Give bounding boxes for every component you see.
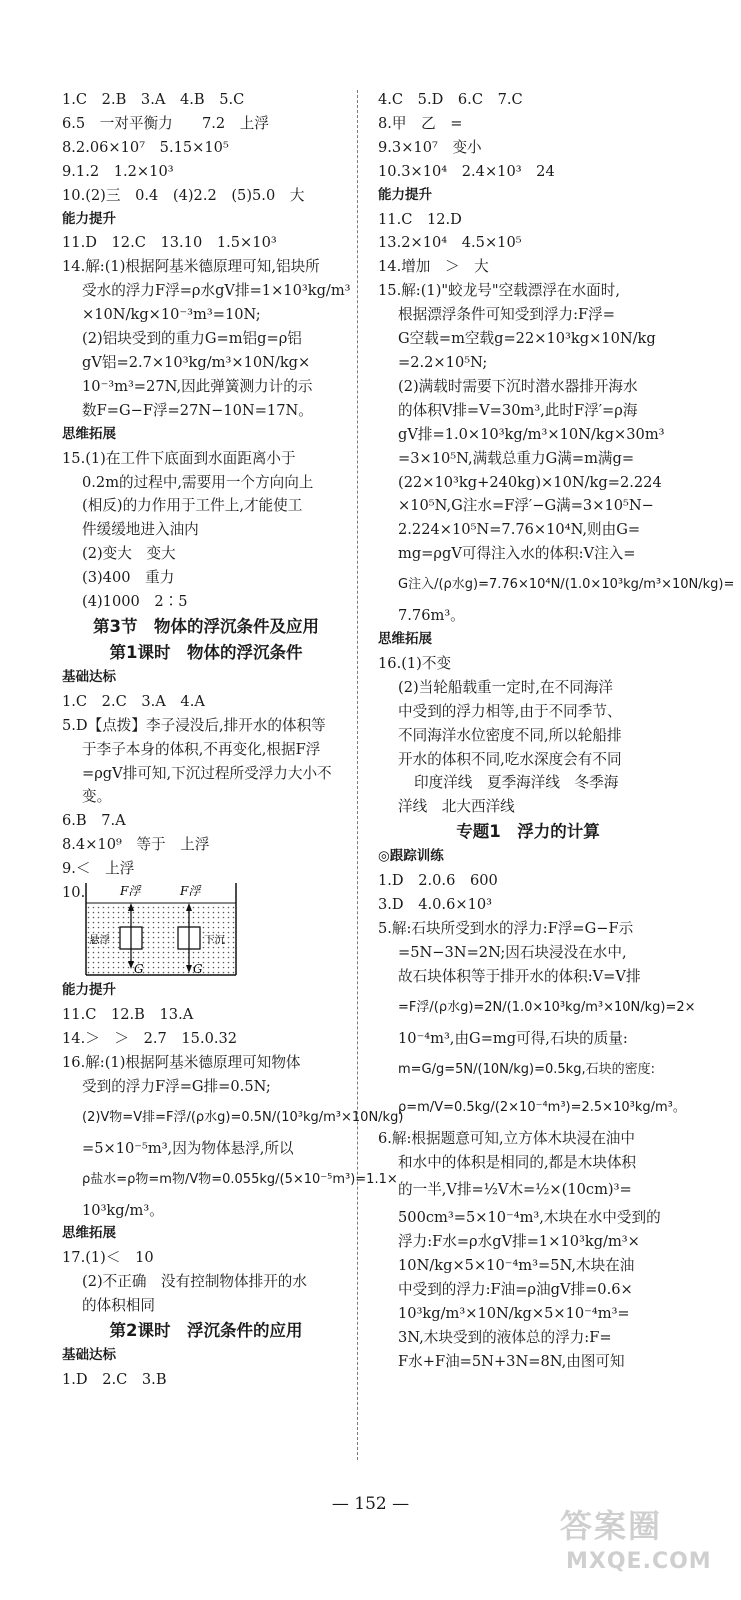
- answer-line: 10.3×10⁴ 2.4×10³ 24: [378, 162, 555, 180]
- column-divider: [357, 90, 358, 1460]
- answer-line: 7.76m³。: [398, 607, 465, 625]
- answer-line: 10⁻⁴m³,由G=mg可得,石块的质量:: [398, 1029, 628, 1047]
- subheading-thinking: 思维拓展: [62, 1225, 116, 1242]
- answer-line: 9.1.2 1.2×10³: [62, 162, 174, 180]
- force-label-right: F浮: [180, 884, 201, 899]
- answer-line: 数F=G−F浮=27N−10N=17N。: [82, 401, 313, 419]
- answer-line: 14.解:(1)根据阿基米德原理可知,铝块所: [62, 258, 320, 276]
- topic-title: 专题1 浮力的计算: [456, 822, 600, 842]
- force-label-left: F浮: [120, 884, 141, 899]
- watermark-logo: [560, 1505, 730, 1595]
- answer-line: =5×10⁻⁵m³,因为物体悬浮,所以: [82, 1139, 294, 1157]
- answer-line: 5.解:石块所受到水的浮力:F浮=G−F示: [378, 920, 634, 937]
- lesson-title: 第2课时 浮沉条件的应用: [109, 1321, 303, 1341]
- answer-line: 8.甲 乙 =: [378, 114, 463, 132]
- formula-line: ρ=m/V=0.5kg/(2×10⁻⁴m³)=2.5×10³kg/m³。: [398, 1099, 686, 1115]
- answer-line: 变。: [82, 788, 112, 806]
- answer-line: 0.2m的过程中,需要用一个方向向上: [82, 473, 314, 491]
- answer-line: (2)变大 变大: [82, 545, 176, 563]
- section-title: 第3节 物体的浮沉条件及应用: [93, 616, 319, 636]
- answer-line: 6.5 一对平衡力 7.2 上浮: [62, 114, 269, 132]
- answer-line: 17.(1)＜ 10: [62, 1249, 154, 1267]
- answer-line: 和水中的体积是相同的,都是木块体积: [398, 1153, 637, 1171]
- gravity-label-right: G: [193, 962, 203, 977]
- answer-line: 的一半,V排=½V木=½×(10cm)³=: [398, 1181, 632, 1199]
- answer-line: 8.4×10⁹ 等于 上浮: [62, 836, 210, 854]
- buoyancy-diagram: [62, 881, 350, 979]
- lesson-title: 第1课时 物体的浮沉条件: [109, 642, 303, 662]
- answer-line: ×10⁵N,G注水=F浮′−G满=3×10⁵N−: [398, 497, 654, 515]
- answer-line: 10³kg/m³×10N/kg×5×10⁻⁴m³=: [398, 1305, 630, 1323]
- formula-line: m=G/g=5N/(10N/kg)=0.5kg,石块的密度:: [398, 1061, 655, 1077]
- right-column: [378, 88, 735, 1374]
- answer-line: (3)400 重力: [82, 569, 175, 587]
- answer-line: 故石块体积等于排开水的体积:V=V排: [398, 967, 641, 985]
- subheading-ability: 能力提升: [62, 210, 116, 227]
- answer-line: 10N/kg×5×10⁻⁴m³=5N,木块在油: [398, 1257, 635, 1275]
- answer-line: 中受到的浮力:F油=ρ油gV排=0.6×: [398, 1281, 633, 1299]
- answer-line: 根据漂浮条件可知受到浮力:F浮=: [398, 306, 615, 324]
- answer-line: 8.2.06×10⁷ 5.15×10⁵: [62, 138, 229, 156]
- answer-line: (2)不正确 没有控制物体排开的水: [82, 1273, 307, 1291]
- answer-line: ×10N/kg×10⁻³m³=10N;: [82, 306, 261, 324]
- answer-line: 件缓缓地进入油内: [82, 521, 199, 539]
- subheading-thinking: 思维拓展: [378, 631, 432, 648]
- answer-line: 不同海洋水位密度不同,所以轮船排: [398, 726, 622, 744]
- answer-line: (2)满载时需要下沉时潜水器排开海水: [398, 377, 638, 395]
- answer-line: 洋线 北大西洋线: [398, 798, 515, 816]
- answer-line: F水+F油=5N+3N=8N,由图可知: [398, 1352, 625, 1370]
- subheading-ability: 能力提升: [378, 186, 432, 203]
- subheading-basic: 基础达标: [62, 1347, 116, 1364]
- answer-line: (2)当轮船载重一定时,在不同海洋: [398, 678, 614, 696]
- answer-line: (4)1000 2∶5: [82, 593, 188, 611]
- answer-line: 1.C 2.B 3.A 4.B 5.C: [62, 91, 245, 108]
- formula-line: G注入/(ρ水g)=7.76×10⁴N/(1.0×10³kg/m³×10N/kg)=: [398, 577, 735, 593]
- answer-line: 5.D【点拨】李子浸没后,排开水的体积等: [62, 716, 326, 734]
- subheading-tracking: ◎跟踪训练: [378, 848, 444, 865]
- answer-line: 中受到的浮力相等,由于不同季节、: [398, 702, 622, 720]
- answer-line: mg=ρgV可得注入水的体积:V注入=: [398, 545, 636, 563]
- answer-line: 1.D 2.C 3.B: [62, 1370, 167, 1388]
- subheading-thinking: 思维拓展: [62, 425, 116, 442]
- answer-line: 11.C 12.D: [378, 210, 462, 228]
- watermark-text: 答案圈: [560, 1507, 663, 1545]
- answer-line: 浮力:F水=ρ水gV排=1×10³kg/m³×: [398, 1233, 640, 1251]
- answer-line: 受到的浮力F浮=G排=0.5N;: [82, 1077, 271, 1095]
- answer-line: 10³kg/m³。: [82, 1201, 164, 1219]
- state-label-left: 悬浮: [89, 934, 110, 947]
- answer-line: =5N−3N=2N;因石块浸没在水中,: [398, 943, 627, 961]
- answer-line: 6.解:根据题意可知,立方体木块浸在油中: [378, 1129, 635, 1147]
- answer-line: =2.2×10⁵N;: [398, 353, 488, 371]
- formula-line: =F浮/(ρ水g)=2N/(1.0×10³kg/m³×10N/kg)=2×: [398, 999, 696, 1015]
- page-number: — 152 —: [331, 1494, 410, 1514]
- answer-line: 的体积V排=V=30m³,此时F浮′=ρ海: [398, 401, 638, 419]
- answer-line: 10.: [62, 884, 86, 902]
- answer-line: 1.D 2.0.6 600: [378, 872, 498, 890]
- answer-line: 11.D 12.C 13.10 1.5×10³: [62, 234, 277, 252]
- formula-line: ρ盐水=ρ物=m物/V物=0.055kg/(5×10⁻⁵m³)=1.1×: [82, 1171, 398, 1187]
- answer-line: 1.C 2.C 3.A 4.A: [62, 692, 205, 710]
- answer-line: 9.＜ 上浮: [62, 860, 135, 878]
- gravity-label-left: G: [134, 962, 144, 977]
- answer-line: 印度洋线 夏季海洋线 冬季海: [414, 774, 619, 792]
- answer-line: 3.D 4.0.6×10³: [378, 896, 492, 914]
- container-diagram: [82, 881, 282, 979]
- answer-line: 2.224×10⁵N=7.76×10⁴N,则由G=: [398, 521, 641, 539]
- answer-line: =3×10⁵N,满载总重力G满=m满g=: [398, 449, 635, 467]
- answer-line: 的体积相同: [82, 1297, 155, 1315]
- answer-line: G空载=m空载g=22×10³kg×10N/kg: [398, 330, 656, 348]
- answer-line: 14.＞ ＞ 2.7 15.0.32: [62, 1029, 238, 1047]
- answer-line: 受水的浮力F浮=ρ水gV排=1×10³kg/m³: [82, 282, 351, 300]
- subheading-ability: 能力提升: [62, 982, 116, 999]
- answer-line: 6.B 7.A: [62, 812, 126, 830]
- answer-line: 14.增加 ＞ 大: [378, 258, 489, 276]
- answer-line: 10⁻³m³=27N,因此弹簧测力计的示: [82, 377, 313, 395]
- answer-line: 16.(1)不变: [378, 654, 452, 672]
- answer-line: (相反)的力作用于工件上,才能使工: [82, 497, 303, 515]
- answer-line: 500cm³=5×10⁻⁴m³,木块在水中受到的: [398, 1209, 661, 1227]
- answer-line: 15.解:(1)"蛟龙号"空载漂浮在水面时,: [378, 282, 620, 300]
- answer-line: 16.解:(1)根据阿基米德原理可知物体: [62, 1053, 301, 1071]
- left-column: [62, 88, 404, 1392]
- answer-line: gV铝=2.7×10³kg/m³×10N/kg×: [82, 353, 311, 371]
- answer-line: 于李子本身的体积,不再变化,根据F浮: [82, 740, 321, 758]
- state-label-right: 下沉: [204, 934, 225, 947]
- answer-line: 9.3×10⁷ 变小: [378, 138, 482, 156]
- answer-line: gV排=1.0×10³kg/m³×10N/kg×30m³: [398, 425, 665, 443]
- answer-line: 13.2×10⁴ 4.5×10⁵: [378, 234, 522, 252]
- watermark-url: MXQE.COM: [566, 1549, 712, 1574]
- answer-line: (22×10³kg+240kg)×10N/kg=2.224: [398, 473, 662, 491]
- answer-line: (2)铝块受到的重力G=m铝g=ρ铝: [82, 330, 302, 348]
- answer-line: 11.C 12.B 13.A: [62, 1006, 194, 1023]
- answer-line: 15.(1)在工件下底面到水面距离小于: [62, 449, 296, 467]
- subheading-basic: 基础达标: [62, 668, 116, 685]
- answer-line: 3N,木块受到的液体总的浮力:F=: [398, 1328, 612, 1346]
- answer-line: 10.(2)三 0.4 (4)2.2 (5)5.0 大: [62, 186, 305, 204]
- answer-line: 开水的体积不同,吃水深度会有不同: [398, 750, 622, 768]
- formula-line: (2)V物=V排=F浮/(ρ水g)=0.5N/(10³kg/m³×10N/kg): [82, 1109, 404, 1125]
- answer-line: 4.C 5.D 6.C 7.C: [378, 91, 523, 108]
- answer-line: =ρgV排可知,下沉过程所受浮力大小不: [82, 764, 332, 782]
